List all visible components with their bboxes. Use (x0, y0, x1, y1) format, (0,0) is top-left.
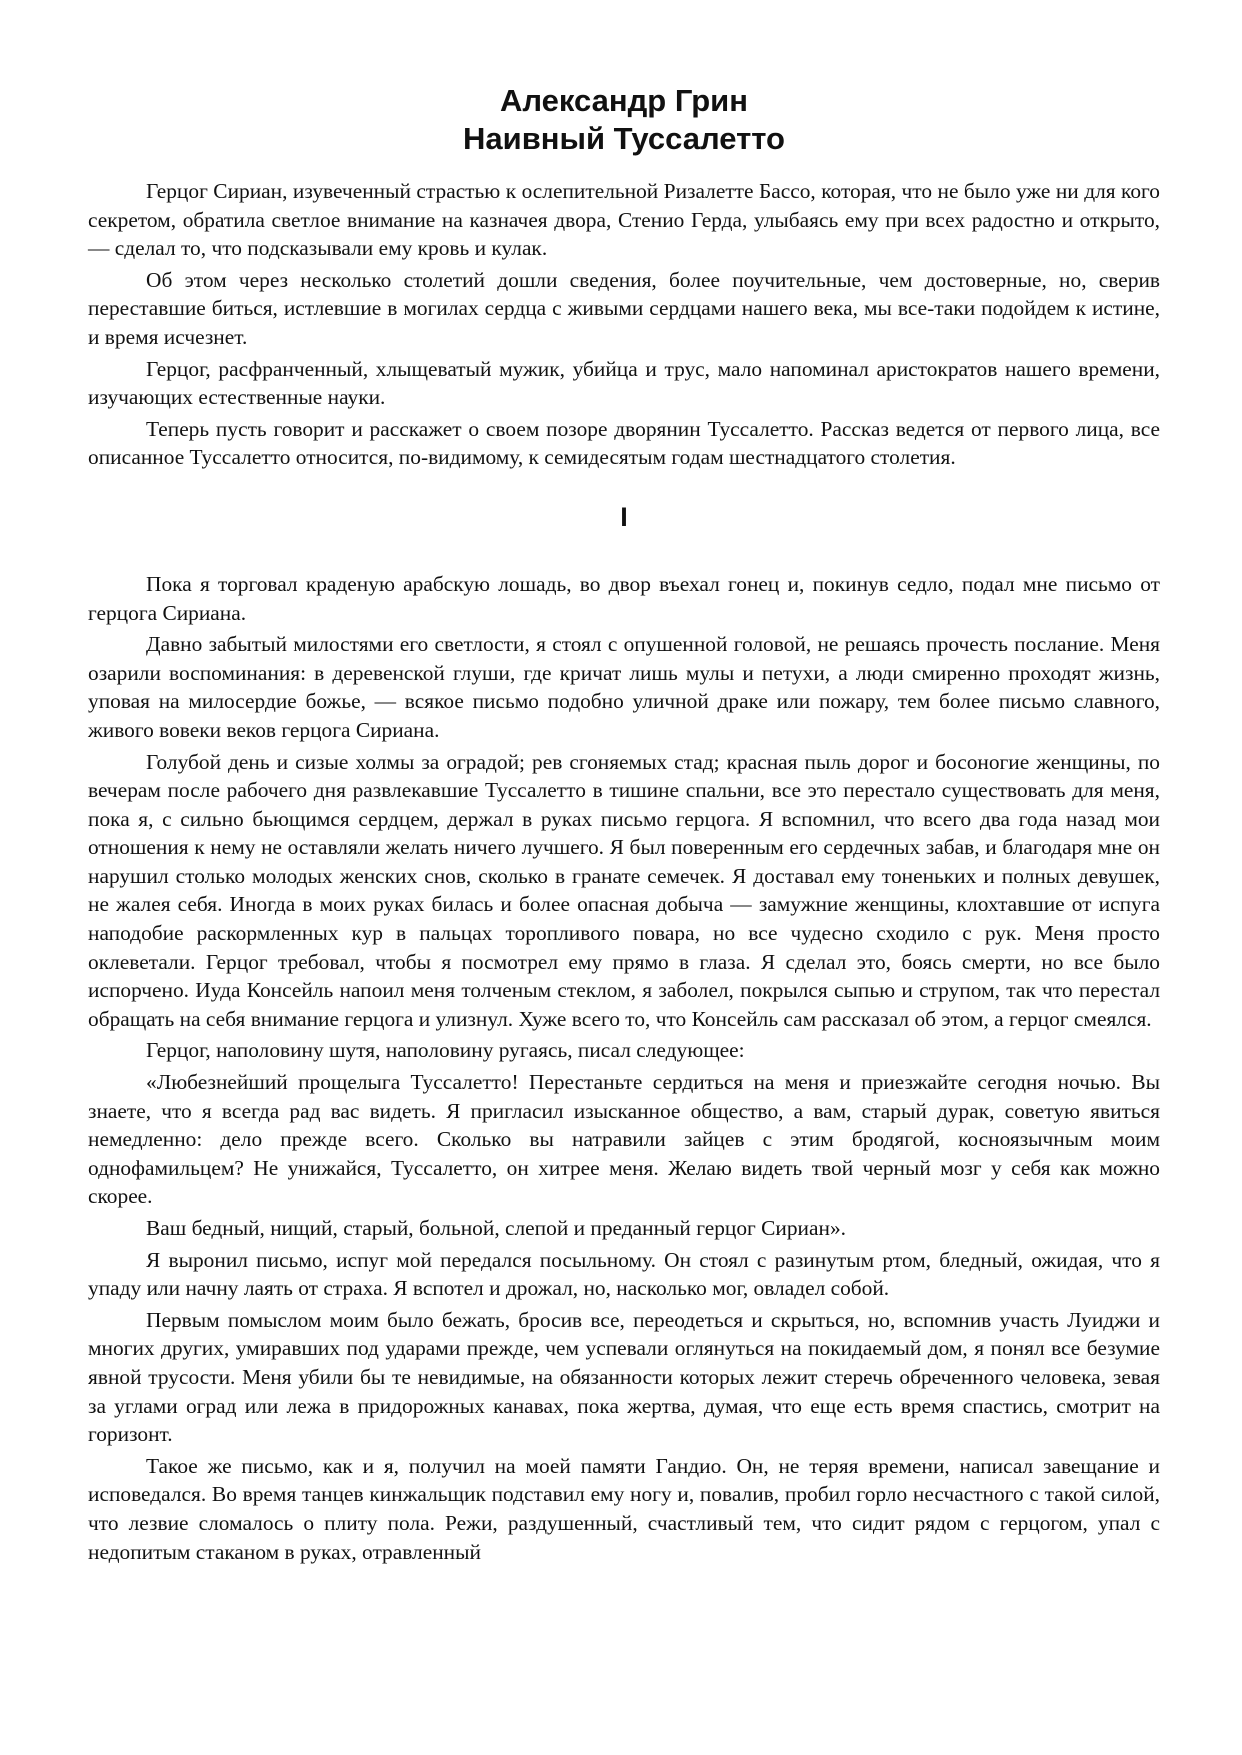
body-paragraph: Такое же письмо, как и я, получил на моей памяти Гандио. Он, не теряя времени, написал завещание и исповедался. Во время танцев кинжальщик подставил ему ногу и, повалив, пробил горло несчастного с такой силой, что лезвие сломалось о плиту пола. Режи, раздушенный, счастливый тем, что сидит рядом с герцогом, упал с недопитым стаканом в руках, отравленный (88, 1453, 1160, 1564)
intro-paragraph: Теперь пусть говорит и расскажет о своем позоре дворянин Туссалетто. Рассказ ведется от первого лица, все описанное Туссалетто относится, по-видимому, к семидесятым годам шестнадцатого столетия. (88, 416, 1160, 470)
author-name: Александр Грин (500, 83, 748, 118)
title-block (88, 82, 1160, 158)
body-paragraph: Я выронил письмо, испуг мой передался посыльному. Он стоял с разинутым ртом, бледный, ожидая, что я упаду или начну лаять от страха. Я вспотел и дрожал, но, насколько мог, овладел собой. (88, 1247, 1160, 1301)
body-paragraph: Пока я торговал краденую арабскую лошадь, во двор въехал гонец и, покинув седло, подал мне письмо от герцога Сириана. (88, 571, 1160, 625)
intro-paragraph: Об этом через несколько столетий дошли сведения, более поучительные, чем достоверные, но, сверив переставшие биться, истлевшие в могилах сердца с живыми сердцами нашего века, мы все-таки подойдем к истине, и время исчезнет. (88, 267, 1160, 349)
letter-paragraph: «Любезнейший прощелыга Туссалетто! Перестаньте сердиться на меня и приезжайте сегодня ночью. Вы знаете, что я всегда рад вас видеть. Я пригласил изысканное общество, а вам, старый дурак, советую явиться немедленно: дело прежде всего. Сколько вы натравили зайцев с этим бродягой, косноязычным моим однофамильцем? Не унижайся, Туссалетто, он хитрее меня. Желаю видеть твой черный мозг у себя как можно скорее. (88, 1070, 1160, 1209)
body-paragraph: Герцог, наполовину шутя, наполовину ругаясь, писал следующее: (146, 1038, 745, 1063)
body-paragraph: Первым помыслом моим было бежать, бросив все, переодеться и скрыться, но, вспомнив участь Луиджи и многих других, умиравших под ударами прежде, чем успевали оглянуться на покидаемый дом, я понял все безумие явной трусости. Меня убили бы те невидимые, на обязанности которых лежит стеречь обреченного человека, зевая за углами оград или лежа в придорожных канавах, пока жертва, думая, что еще есть время спастись, смотрит на горизонт. (88, 1307, 1160, 1447)
story-title: Наивный Туссалетто (463, 121, 785, 156)
body-paragraph: Давно забытый милостями его светлости, я стоял с опушенной головой, не решаясь прочесть послание. Меня озарили воспоминания: в деревенской глуши, где кричат лишь мулы и петухи, а люди смиренно проходят жизнь, уповая на милосердие божье, — всякое письмо подобно уличной драке или пожару, тем более письмо славного, живого вовеки веков герцога Сириана. (88, 632, 1160, 742)
chapter-heading: I (620, 501, 628, 532)
intro-paragraph: Герцог, расфранченный, хлыщеватый мужик, убийца и трус, мало напоминал аристократов нашего времени, изучающих естественные науки. (88, 356, 1160, 410)
document-page (88, 82, 1160, 1569)
intro-paragraph: Герцог Сириан, изувеченный страстью к ослепительной Ризалетте Бассо, которая, что не было уже ни для кого секретом, обратила светлое внимание на казначея двора, Стенио Герда, улыбаясь ему при всех радостно и открыто, — сделал то, что подсказывали ему кровь и кулак. (88, 179, 1160, 261)
body-paragraph: Голубой день и сизые холмы за оградой; рев сгоняемых стад; красная пыль дорог и босоногие женщины, по вечерам после рабочего дня развлекавшие Туссалетто в тишине спальни, все это перестало существовать для меня, пока я, с сильно бьющимся сердцем, держал в руках письмо герцога. Я вспомнил, что всего два года назад мои отношения к нему не оставляли желать ничего лучшего. Я был поверенным его сердечных забав, и благодаря мне он нарушил столько молодых женских снов, сколько в гранате семечек. Я доставал ему тоненьких и полных девушек, не жалея себя. Иногда в моих руках билась и более опасная добыча — замужние женщины, клохтавшие от испуга наподобие раскормленных кур в пальцах торопливого повара, но все чудесно сходило с рук. Меня просто оклеветали. Герцог требовал, чтобы я посмотрел ему прямо в глаза. Я сделал это, боясь смерти, но все было испорчено. Иуда Консейль напоил меня толченым стеклом, я заболел, покрылся сыпью и струпом, так что перестал обращать на себя внимание герцога и улизнул. Хуже всего то, что Консейль сам рассказал об этом, а герцог смеялся. (88, 749, 1160, 1031)
letter-signature: Ваш бедный, нищий, старый, больной, слепой и преданный герцог Сириан». (146, 1216, 846, 1240)
